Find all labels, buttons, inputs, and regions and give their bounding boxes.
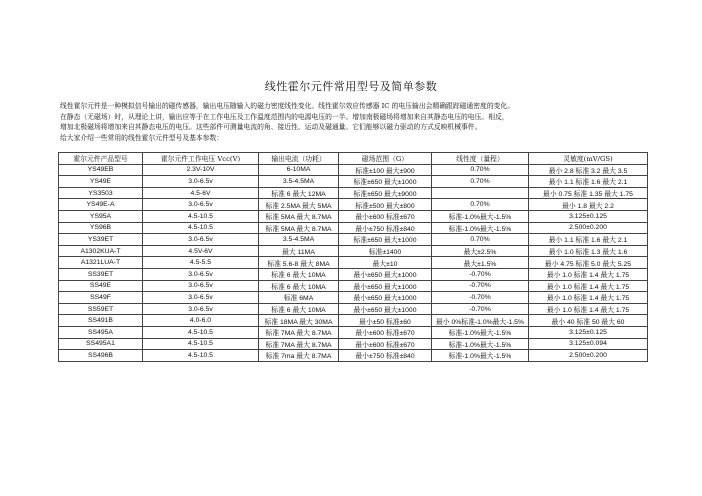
cell-field-range: 最小±750 标准±840 bbox=[339, 222, 432, 234]
table-row bbox=[59, 326, 648, 338]
cell-field-range: 最大±10 bbox=[339, 257, 432, 269]
cell-sensitivity: 最小 0.75 标准 1.35 最大 1.75 bbox=[529, 187, 648, 199]
cell-voltage: 3.0-6.5v bbox=[143, 292, 259, 304]
table-row bbox=[59, 257, 648, 269]
parameters-table bbox=[58, 152, 648, 362]
cell-linearity: 0.70% bbox=[432, 176, 529, 188]
cell-linearity bbox=[432, 187, 529, 199]
table-row bbox=[59, 210, 648, 222]
intro-paragraph bbox=[60, 101, 660, 143]
cell-sensitivity: 最小 1.0 标准 1.4 最大 1.75 bbox=[529, 280, 648, 292]
cell-sensitivity: 最小 40 标准 50 最大 60 bbox=[529, 315, 648, 327]
table-row bbox=[59, 303, 648, 315]
cell-linearity: 0.70% bbox=[432, 234, 529, 246]
cell-voltage: 3.0-6.5v bbox=[143, 199, 259, 211]
cell-current: 标准 6 最大 10MA bbox=[259, 280, 339, 292]
cell-current: 标准 18MA 最大 30MA bbox=[259, 315, 339, 327]
header-sensitivity: 灵敏度(mV/GS) bbox=[529, 153, 648, 165]
cell-current: 6-10MA bbox=[259, 164, 339, 176]
cell-current: 标准 7MA 最大 8.7MA bbox=[259, 338, 339, 350]
cell-linearity: 最小 0%标准-1.0%最大-1.5% bbox=[432, 315, 529, 327]
cell-field-range: 最小±650 最大±1000 bbox=[339, 268, 432, 280]
cell-voltage: 4.5-10.5 bbox=[143, 350, 259, 362]
cell-voltage: 3.0-6.5v bbox=[143, 303, 259, 315]
cell-field-range: 标准±100 最大±900 bbox=[339, 164, 432, 176]
cell-field-range: 标准±500 最大±800 bbox=[339, 199, 432, 211]
cell-model: SS49E bbox=[59, 280, 143, 292]
cell-model: YS96B bbox=[59, 222, 143, 234]
intro-line: 线性霍尔元件是一种模拟信号输出的磁传感器，输出电压随输入的磁力密度线性变化。线性霍尔效应传感器 IC 的电压输出会精确跟踪磁通密度的变化。 bbox=[60, 102, 515, 110]
table-row bbox=[59, 199, 648, 211]
cell-field-range: 最小±600 标准±670 bbox=[339, 210, 432, 222]
cell-model: SS49F bbox=[59, 292, 143, 304]
cell-linearity: 最大±1.5% bbox=[432, 257, 529, 269]
cell-current: 标准 6MA bbox=[259, 292, 339, 304]
header-linearity: 线性度（量程） bbox=[432, 153, 529, 165]
cell-voltage: 2.3V-10V bbox=[143, 164, 259, 176]
table-row bbox=[59, 187, 648, 199]
cell-sensitivity: 3.125±0.094 bbox=[529, 338, 648, 350]
cell-sensitivity: 3.125±0.125 bbox=[529, 326, 648, 338]
cell-sensitivity: 最小 1.0 标准 1.3 最大 1.6 bbox=[529, 245, 648, 257]
cell-linearity: -0.70% bbox=[432, 280, 529, 292]
header-field-range: 磁场范围（G） bbox=[339, 153, 432, 165]
cell-field-range: 最小±650 最大±1000 bbox=[339, 280, 432, 292]
cell-field-range: 标准±650 最大±1000 bbox=[339, 176, 432, 188]
document-title: 线性霍尔元件常用型号及简单参数 bbox=[264, 80, 438, 93]
cell-voltage: 4.5-10.5 bbox=[143, 326, 259, 338]
cell-voltage: 4.5-5.5 bbox=[143, 257, 259, 269]
cell-current: 标准 6 最大 12MA bbox=[259, 187, 339, 199]
cell-voltage: 3.0-6.5v bbox=[143, 176, 259, 188]
cell-current: 标准 5MA 最大 8.7MA bbox=[259, 210, 339, 222]
cell-linearity: -0.70% bbox=[432, 303, 529, 315]
cell-sensitivity: 2.500±0.200 bbox=[529, 222, 648, 234]
table-row bbox=[59, 280, 648, 292]
cell-model: SS39ET bbox=[59, 268, 143, 280]
cell-linearity: -0.70% bbox=[432, 292, 529, 304]
cell-sensitivity: 最小 1.8 最大 2.2 bbox=[529, 199, 648, 211]
cell-field-range: 标准±650 最大±1000 bbox=[339, 234, 432, 246]
header-voltage: 霍尔元件工作电压 Vcc(V) bbox=[143, 153, 259, 165]
cell-linearity: 标准-1.0%最大-1.5% bbox=[432, 210, 529, 222]
cell-voltage: 4.5-6V bbox=[143, 187, 259, 199]
table-row bbox=[59, 350, 648, 362]
cell-field-range: 最小±600 标准±670 bbox=[339, 338, 432, 350]
cell-current: 3.5-4.5MA bbox=[259, 176, 339, 188]
intro-line: 给大家介绍一些常用的线性霍尔元件型号及基本参数： bbox=[60, 133, 224, 142]
cell-linearity: 标准-1.0%最大-1.5% bbox=[432, 222, 529, 234]
cell-model: A1302KUA-T bbox=[59, 245, 143, 257]
table-header-row bbox=[59, 153, 648, 165]
cell-field-range: 最小±650 最大±1000 bbox=[339, 292, 432, 304]
intro-line: 在静态（无磁场）时，从理论上讲，输出应等于在工作电压及工作温度范围内的电源电压的一半。增加南极磁场将增加来自其静态电压的电压。相反， bbox=[60, 112, 509, 121]
table-row bbox=[59, 315, 648, 327]
cell-current: 标准 6 最大 10MA bbox=[259, 268, 339, 280]
cell-linearity: 最大±2.5% bbox=[432, 245, 529, 257]
cell-voltage: 3.0-6.5v bbox=[143, 280, 259, 292]
table-row bbox=[59, 222, 648, 234]
table-row bbox=[59, 176, 648, 188]
cell-model: YS3503 bbox=[59, 187, 143, 199]
cell-voltage: 3.0-6.5v bbox=[143, 268, 259, 280]
cell-model: SS495A bbox=[59, 326, 143, 338]
cell-sensitivity: 最小 4.75 标准 5.0 最大 5.25 bbox=[529, 257, 648, 269]
cell-linearity: 0.70% bbox=[432, 164, 529, 176]
cell-linearity: -0.70% bbox=[432, 268, 529, 280]
cell-current: 标准 5MA 最大 8.7MA bbox=[259, 222, 339, 234]
cell-model: YS49E bbox=[59, 176, 143, 188]
cell-sensitivity: 2.500±0.200 bbox=[529, 350, 648, 362]
cell-linearity: 标准-1.0%最大-1.5% bbox=[432, 350, 529, 362]
intro-line: 增加北极磁场将增加来自其静态电压的电压。这些部件可测量电流的角、接近性、运动及磁通量。它们能够以磁力驱动的方式反映机械事件。 bbox=[60, 123, 482, 131]
cell-sensitivity: 最小 1.0 标准 1.4 最大 1.75 bbox=[529, 268, 648, 280]
header-model: 霍尔元件产品型号 bbox=[59, 153, 143, 165]
cell-model: SS495A1 bbox=[59, 338, 143, 350]
cell-linearity: 标准-1.0%最大-1.5% bbox=[432, 326, 529, 338]
cell-model: SS491B bbox=[59, 315, 143, 327]
cell-sensitivity: 最小 1.1 标准 1.6 最大 2.1 bbox=[529, 176, 648, 188]
cell-sensitivity: 最小 1.0 标准 1.4 最大 1.75 bbox=[529, 303, 648, 315]
cell-sensitivity: 最小 1.1 标准 1.6 最大 2.1 bbox=[529, 234, 648, 246]
cell-voltage: 4.5V-6V bbox=[143, 245, 259, 257]
cell-model: SS496B bbox=[59, 350, 143, 362]
cell-current: 标准 7ma 最大 8.7MA bbox=[259, 350, 339, 362]
cell-model: YS39ET bbox=[59, 234, 143, 246]
cell-current: 标准 6 最大 10MA bbox=[259, 303, 339, 315]
cell-model: A1321LUA-T bbox=[59, 257, 143, 269]
cell-field-range: 最小±650 最大±1000 bbox=[339, 303, 432, 315]
table-row bbox=[59, 245, 648, 257]
cell-current: 标准 2.5MA 最大 5MA bbox=[259, 199, 339, 211]
cell-field-range: 最小±600 标准±670 bbox=[339, 326, 432, 338]
cell-field-range: 最小±50 标准±60 bbox=[339, 315, 432, 327]
cell-current: 3.5-4.5MA bbox=[259, 234, 339, 246]
table-row bbox=[59, 292, 648, 304]
cell-sensitivity: 最小 2.8 标准 3.2 最大 3.5 bbox=[529, 164, 648, 176]
cell-model: YS49E-A bbox=[59, 199, 143, 211]
cell-voltage: 3.0-6.5v bbox=[143, 234, 259, 246]
cell-voltage: 4.5-10.5 bbox=[143, 210, 259, 222]
cell-current: 最大 11MA bbox=[259, 245, 339, 257]
table-row bbox=[59, 234, 648, 246]
header-current: 输出电流（功耗） bbox=[259, 153, 339, 165]
table-row bbox=[59, 268, 648, 280]
cell-model: YS49EB bbox=[59, 164, 143, 176]
table-row bbox=[59, 338, 648, 350]
cell-linearity: 标准-1.0%最大-1.5% bbox=[432, 338, 529, 350]
cell-model: YS95A bbox=[59, 210, 143, 222]
cell-current: 标准 7MA 最大 8.7MA bbox=[259, 326, 339, 338]
table-row bbox=[59, 164, 648, 176]
cell-sensitivity: 最小 1.0 标准 1.4 最大 1.75 bbox=[529, 292, 648, 304]
cell-voltage: 4.5-10.5 bbox=[143, 338, 259, 350]
cell-current: 标准 5.6-8 最大 8MA bbox=[259, 257, 339, 269]
cell-field-range: 最小±750 标准±840 bbox=[339, 350, 432, 362]
cell-voltage: 4.5-10.5 bbox=[143, 222, 259, 234]
cell-model: SS59ET bbox=[59, 303, 143, 315]
cell-field-range: 标准±650 最大±9000 bbox=[339, 187, 432, 199]
cell-voltage: 4.0-6.0 bbox=[143, 315, 259, 327]
cell-linearity: 0.70% bbox=[432, 199, 529, 211]
cell-sensitivity: 3.125±0.125 bbox=[529, 210, 648, 222]
cell-field-range: 标准±1400 bbox=[339, 245, 432, 257]
